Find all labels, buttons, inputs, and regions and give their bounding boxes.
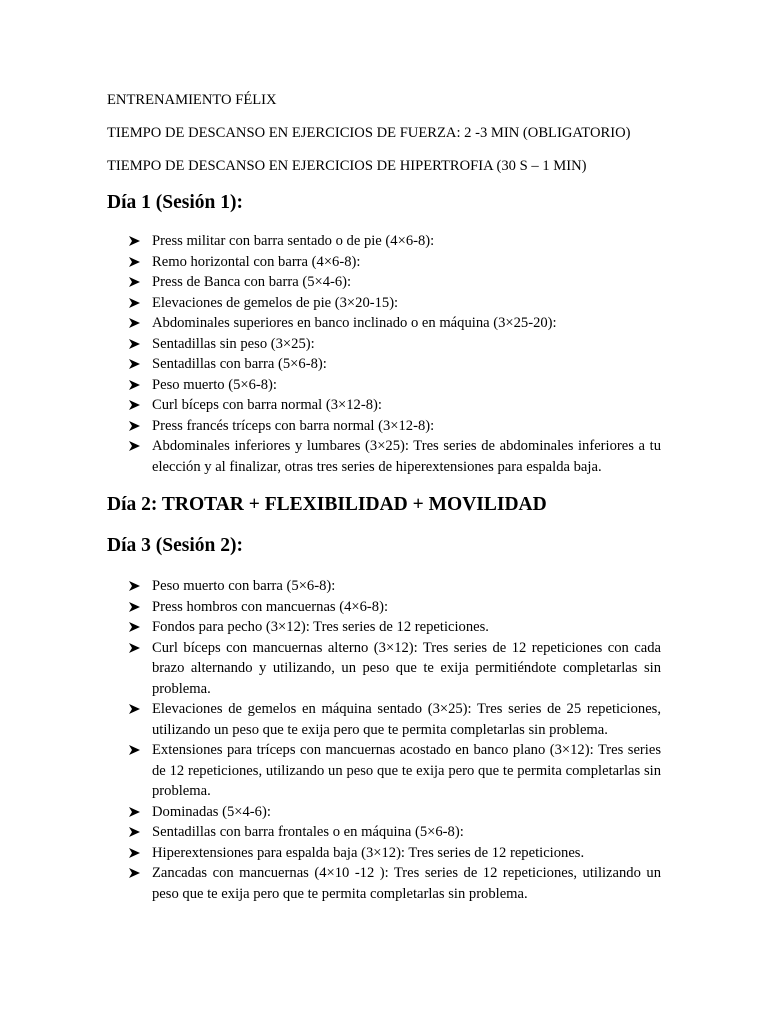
exercise-text: Curl bíceps con barra normal (3×12-8): [152, 397, 382, 413]
exercise-list-item [107, 617, 661, 638]
exercise-text: Press hombros con mancuernas (4×6-8): [152, 598, 389, 615]
arrowhead-bullet-icon [129, 602, 140, 612]
exercise-text: Sentadillas con barra (5×6-8): [152, 356, 327, 372]
arrowhead-bullet-icon [129, 581, 140, 591]
arrowhead-bullet-icon [129, 298, 140, 308]
exercise-text: Curl bíceps con mancuernas alterno (3×12): Tres series de 12 repeticiones con cada brazo alternando y utilizando, un peso que te exija permitiéndote completarlas sin problema. [152, 639, 661, 697]
exercise-text: Press de Banca con barra (5×4-6): [152, 274, 352, 290]
arrowhead-bullet-icon [129, 807, 140, 817]
exercise-list-item [107, 313, 661, 334]
exercise-list-item [107, 597, 661, 618]
exercise-text: Zancadas con mancuernas (4×10 -12 ): Tres series de 12 repeticiones, utilizando un peso que te exija pero que te permita completarlas sin problema. [152, 865, 661, 902]
exercise-text: Press francés tríceps con barra normal (3×12-8): [152, 417, 435, 434]
arrowhead-bullet-icon [129, 277, 140, 287]
arrowhead-bullet-icon [129, 380, 140, 390]
exercise-list-item [107, 395, 661, 416]
arrowhead-bullet-icon [129, 236, 140, 246]
arrowhead-bullet-icon [129, 643, 140, 653]
arrowhead-bullet-icon [129, 359, 140, 369]
exercise-text: Extensiones para tríceps con mancuernas acostado en banco plano (3×12): Tres series de 12 repeticiones, utilizando un peso que te exija pero que te permita completarlas sin problema. [152, 742, 661, 799]
document-title: ENTRENAMIENTO FÉLIX [107, 92, 277, 108]
arrowhead-bullet-icon [129, 400, 140, 410]
day3-heading: Día 3 (Sesión 2): [107, 535, 243, 556]
exercise-text: Elevaciones de gemelos en máquina sentado (3×25): Tres series de 25 repeticiones, utilizando un peso que te exija pero que te permita completarlas sin problema. [152, 701, 661, 738]
day1-exercise-list [107, 231, 661, 477]
exercise-list-item [107, 416, 661, 437]
arrowhead-bullet-icon [129, 745, 140, 755]
arrowhead-bullet-icon [129, 622, 140, 632]
day2-heading: Día 2: TROTAR + FLEXIBILIDAD + MOVILIDAD [107, 494, 547, 515]
document-page [107, 91, 661, 904]
arrowhead-bullet-icon [129, 421, 140, 431]
exercise-list-item [107, 354, 661, 375]
exercise-text: Abdominales inferiores y lumbares (3×25): Tres series de abdominales inferiores a tu elección y al finalizar, otras tres series de hiperextensiones para espalda baja. [152, 438, 661, 475]
exercise-list-item [107, 375, 661, 396]
exercise-list-item [107, 231, 661, 252]
exercise-text: Sentadillas con barra frontales o en máquina (5×6-8): [152, 824, 464, 840]
exercise-list-item [107, 863, 661, 904]
exercise-text: Dominadas (5×4-6): [152, 803, 271, 820]
exercise-text: Fondos para pecho (3×12): Tres series de 12 repeticiones. [152, 619, 489, 635]
day1-heading: Día 1 (Sesión 1): [107, 192, 243, 213]
exercise-list-item [107, 293, 661, 314]
exercise-list-item [107, 576, 661, 597]
arrowhead-bullet-icon [129, 704, 140, 714]
day3-exercise-list [107, 576, 661, 904]
exercise-text: Press militar con barra sentado o de pie (4×6-8): [152, 233, 435, 249]
arrowhead-bullet-icon [129, 827, 140, 837]
exercise-list-item [107, 802, 661, 823]
exercise-list-item [107, 740, 661, 802]
arrowhead-bullet-icon [129, 339, 140, 349]
exercise-text: Abdominales superiores en banco inclinado o en máquina (3×25-20): [152, 315, 557, 331]
arrowhead-bullet-icon [129, 441, 140, 451]
arrowhead-bullet-icon [129, 848, 140, 858]
exercise-text: Peso muerto con barra (5×6-8): [152, 578, 336, 594]
exercise-list-item [107, 272, 661, 293]
exercise-list-item [107, 822, 661, 843]
rest-time-hypertrophy: TIEMPO DE DESCANSO EN EJERCICIOS DE HIPERTROFIA (30 S – 1 MIN) [107, 158, 587, 174]
exercise-text: Peso muerto (5×6-8): [152, 376, 277, 393]
exercise-list-item [107, 252, 661, 273]
arrowhead-bullet-icon [129, 318, 140, 328]
arrowhead-bullet-icon [129, 257, 140, 267]
exercise-list-item [107, 843, 661, 864]
exercise-list-item [107, 334, 661, 355]
rest-time-strength: TIEMPO DE DESCANSO EN EJERCICIOS DE FUERZA: 2 -3 MIN (OBLIGATORIO) [107, 125, 631, 141]
exercise-list-item [107, 699, 661, 740]
exercise-list-item [107, 638, 661, 700]
exercise-text: Hiperextensiones para espalda baja (3×12): Tres series de 12 repeticiones. [152, 844, 585, 861]
exercise-text: Elevaciones de gemelos de pie (3×20-15): [152, 294, 399, 311]
exercise-list-item [107, 436, 661, 477]
exercise-text: Remo horizontal con barra (4×6-8): [152, 253, 361, 270]
arrowhead-bullet-icon [129, 868, 140, 878]
exercise-text: Sentadillas sin peso (3×25): [152, 335, 315, 352]
